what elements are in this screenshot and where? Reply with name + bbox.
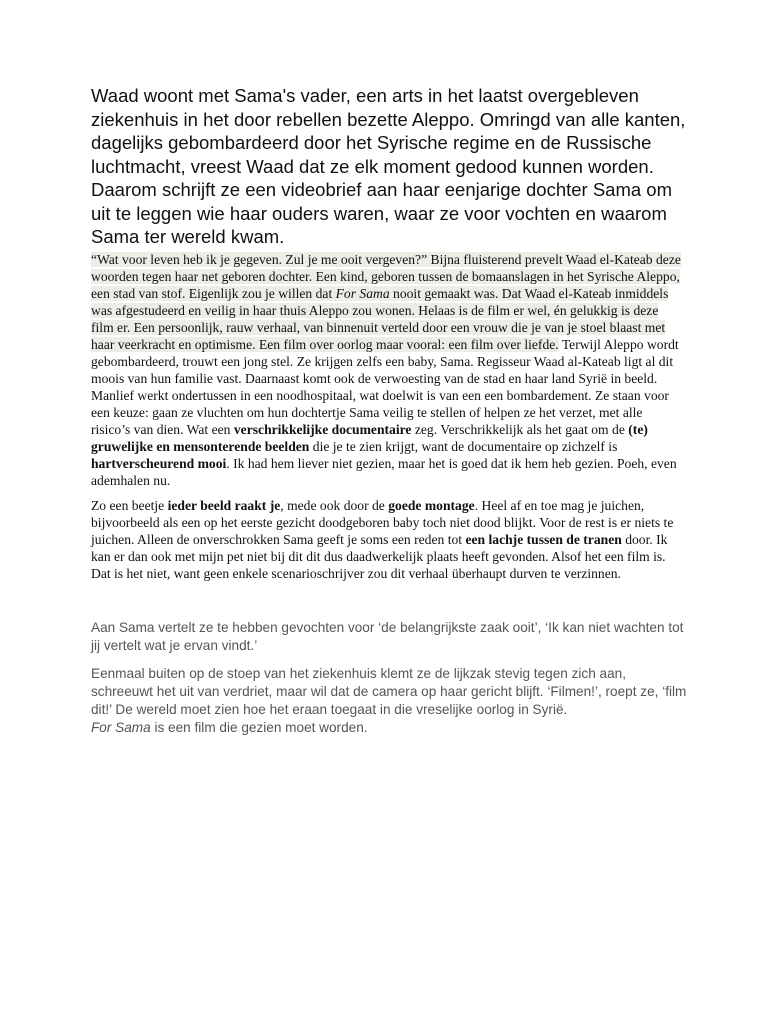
bold-phrase: een lachje tussen de tranen [465, 532, 622, 547]
bold-phrase: verschrikkelijke documentaire [233, 422, 412, 437]
intro-paragraph: Waad woont met Sama's vader, een arts in het laatst overgebleven ziekenhuis in het door rebellen bezette Aleppo. Omringd van alle kanten, dagelijks gebombardeerd door het Syrische regime en de Russische luchtmacht, vreest Waad dat ze elk moment gedood kunnen worden. Daarom schrijft ze een videobrief aan haar eenjarige dochter Sama om uit te leggen wie haar ouders waren, waar ze voor vochten en waarom Sama ter wereld kwam. [91, 85, 686, 247]
review-text: Terwijl Aleppo wordt gebombardeerd, trouwt een jong stel. Ze krijgen zelfs een baby, Sama. Regisseur Waad al-Kateab ligt al dit moois van hun familie vast. Daarnaast komt ook de verwoesting van de stad en haar land Syrië in beeld. Manlief werkt ondertussen in een noodhospitaal, wat doelwit is van een een bombardement. Ze staan voor een keuze: gaan ze vluchten om hun dochtertje Sama veilig te stellen of helpen ze het verzet, met alle risico’s van dien. Wat een [91, 337, 679, 437]
review-text: . Heel af en toe mag je juichen, bijvoorbeeld als een op het eerste gezicht doodgeboren baby toch niet dood blijkt. Voor de rest is er niets te juichen. Alleen de onverschrokken Sama geeft je soms een reden tot [91, 498, 674, 547]
outro-paragraph-1: Aan Sama vertelt ze te hebben gevochten voor ‘de belangrijkste zaak ooit’, ‘Ik kan niet wachten tot jij vertelt wat je ervan vindt.’ [91, 620, 684, 653]
review-text: door. Ik kan er dan ook met mijn pet niet bij dit dit dus daadwerkelijk plaats heeft gevonden. Alsof het een film is. Dat is het niet, want geen enkele scenarioschrijver zou dit verhaal überhaupt durven te verzinnen. [91, 532, 668, 581]
review-text: , mede ook door de [280, 498, 389, 513]
outro-text: Eenmaal buiten op de stoep van het ziekenhuis klemt ze de lijkzak stevig tegen zich aan, schreeuwt het uit van verdriet, maar wil dat de camera op haar gericht blijft. ‘Filmen!’, roept ze, ‘film dit!’ De wereld moet zien hoe het eraan toegaat in die vreselijke oorlog in Syrië. [91, 666, 687, 717]
outro-body [91, 619, 691, 747]
bold-phrase: hartverscheurend mooi [91, 456, 227, 471]
review-paragraph-2 [91, 497, 681, 582]
review-text: die je te zien krijgt, want de documentaire op zichzelf is [309, 439, 618, 454]
review-text: zeg. Verschrikkelijk als het gaat om de [411, 422, 629, 437]
outro-paragraph-2 [91, 665, 691, 737]
bold-phrase: goede montage [388, 498, 475, 513]
review-text: “Wat voor leven heb ik je gegeven. Zul je me ooit vergeven?” Bijna fluisterend prevelt Waad el-Kateab deze woorden tegen haar net geboren dochter. Een kind, geboren tussen de bomaanslagen in het Syrische Aleppo, een stad van stof. Eigenlijk zou je willen dat [91, 252, 681, 301]
review-paragraph-1 [91, 251, 681, 489]
film-title: For Sama [91, 720, 151, 735]
film-title: For Sama [335, 286, 390, 301]
review-body [91, 251, 681, 590]
review-text: nooit gemaakt was. Dat Waad el-Kateab inmiddels was afgestudeerd en veilig in haar thuis Aleppo zou wonen. Helaas is de film er wel, én gelukkig is deze film er. Een persoonlijk, rauw verhaal, van binnenuit verteld door een vrouw die je van je stoel blaast met haar veerkracht en optimisme. Een film over oorlog maar vooral: een film over liefde. [91, 286, 669, 352]
outro-text: is een film die gezien moet worden. [150, 720, 368, 735]
bold-phrase: ieder beeld raakt je [167, 498, 281, 513]
review-text: Zo een beetje [91, 498, 168, 513]
bold-phrase: (te) gruwelijke en mensonterende beelden [91, 422, 648, 454]
review-text: . Ik had hem liever niet gezien, maar het is goed dat ik hem heb gezien. Poeh, even ademhalen nu. [91, 456, 677, 488]
